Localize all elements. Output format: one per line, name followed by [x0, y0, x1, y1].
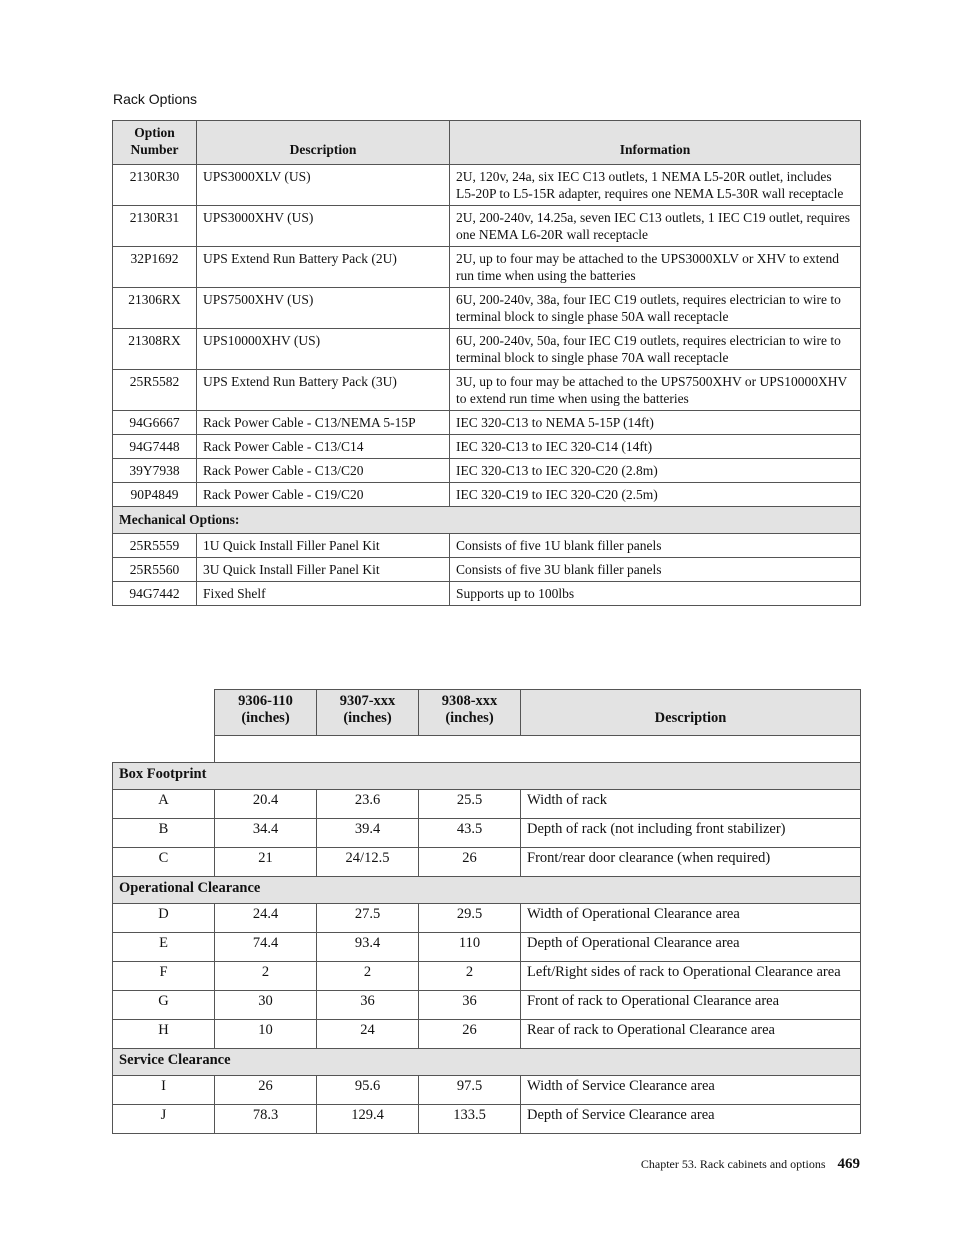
value-9307-cell: 36: [317, 991, 419, 1020]
table-row: [113, 1076, 861, 1105]
value-9306-cell: 74.4: [215, 933, 317, 962]
header-information: Information: [450, 121, 861, 165]
value-9306-cell: 21: [215, 848, 317, 877]
description-cell: Width of Operational Clearance area: [521, 904, 861, 933]
section-row: [113, 877, 861, 904]
table-row: [113, 370, 861, 411]
value-9308-cell: 2: [419, 962, 521, 991]
value-9307-cell: 95.6: [317, 1076, 419, 1105]
information-cell: IEC 320-C13 to IEC 320-C14 (14ft): [450, 435, 861, 459]
option-number-cell: 25R5582: [113, 370, 197, 411]
value-9306-cell: 20.4: [215, 790, 317, 819]
option-number-cell: 2130R30: [113, 165, 197, 206]
value-9307-cell: 23.6: [317, 790, 419, 819]
value-9307-cell: 93.4: [317, 933, 419, 962]
description-cell: Depth of Operational Clearance area: [521, 933, 861, 962]
header-option-number: Option Number: [113, 121, 197, 165]
table-row: [113, 165, 861, 206]
table-row: [113, 962, 861, 991]
information-cell: 3U, up to four may be attached to the UPS7500XHV or UPS10000XHV to extend run time when using the batteries: [450, 370, 861, 411]
dimension-letter-cell: B: [113, 819, 215, 848]
section-title: Rack Options: [113, 91, 198, 107]
description-cell: Left/Right sides of rack to Operational Clearance area: [521, 962, 861, 991]
information-cell: Supports up to 100lbs: [450, 582, 861, 606]
option-number-cell: 25R5560: [113, 558, 197, 582]
description-cell: UPS3000XLV (US): [197, 165, 450, 206]
table-row: [113, 534, 861, 558]
description-cell: 1U Quick Install Filler Panel Kit: [197, 534, 450, 558]
dimension-letter-cell: E: [113, 933, 215, 962]
table-row: [113, 288, 861, 329]
table-row: [113, 483, 861, 507]
value-9306-cell: 24.4: [215, 904, 317, 933]
section-row: [113, 1049, 861, 1076]
value-9307-cell: 39.4: [317, 819, 419, 848]
option-number-cell: 90P4849: [113, 483, 197, 507]
dimension-letter-cell: D: [113, 904, 215, 933]
description-cell: Rack Power Cable - C13/C20: [197, 459, 450, 483]
page-number: 469: [837, 1156, 860, 1172]
value-9307-cell: 24: [317, 1020, 419, 1049]
description-cell: Front of rack to Operational Clearance area: [521, 991, 861, 1020]
option-number-cell: 2130R31: [113, 206, 197, 247]
information-cell: 2U, 120v, 24a, six IEC C13 outlets, 1 NEMA L5-20R outlet, includes L5-20P to L5-15R adapter, requires one NEMA L5-30R wall receptacle: [450, 165, 861, 206]
section-row: [113, 507, 861, 534]
value-9307-cell: 24/12.5: [317, 848, 419, 877]
header-spacer-row: [215, 736, 861, 763]
option-number-cell: 94G7442: [113, 582, 197, 606]
information-cell: IEC 320-C19 to IEC 320-C20 (2.5m): [450, 483, 861, 507]
value-9308-cell: 36: [419, 991, 521, 1020]
table-row: [113, 933, 861, 962]
value-9308-cell: 26: [419, 848, 521, 877]
table-row: [113, 991, 861, 1020]
value-9308-cell: 97.5: [419, 1076, 521, 1105]
description-cell: Width of rack: [521, 790, 861, 819]
header-9306-110: 9306-110 (inches): [215, 690, 317, 736]
information-cell: Consists of five 1U blank filler panels: [450, 534, 861, 558]
description-cell: Rack Power Cable - C13/C14: [197, 435, 450, 459]
description-cell: UPS10000XHV (US): [197, 329, 450, 370]
table-row: [113, 435, 861, 459]
table-row: [113, 848, 861, 877]
dimension-letter-cell: J: [113, 1105, 215, 1134]
value-9306-cell: 26: [215, 1076, 317, 1105]
information-cell: 6U, 200-240v, 50a, four IEC C19 outlets, requires electrician to wire to terminal block to single phase 70A wall receptacle: [450, 329, 861, 370]
value-9306-cell: 2: [215, 962, 317, 991]
information-cell: 2U, up to four may be attached to the UPS3000XLV or XHV to extend run time when using the batteries: [450, 247, 861, 288]
rack-options-table: [112, 120, 861, 606]
information-cell: IEC 320-C13 to NEMA 5-15P (14ft): [450, 411, 861, 435]
header-blank-corner: [113, 690, 215, 736]
description-cell: UPS7500XHV (US): [197, 288, 450, 329]
value-9308-cell: 29.5: [419, 904, 521, 933]
description-cell: Fixed Shelf: [197, 582, 450, 606]
table-row: [113, 558, 861, 582]
description-cell: 3U Quick Install Filler Panel Kit: [197, 558, 450, 582]
table-row: [113, 582, 861, 606]
description-cell: Rear of rack to Operational Clearance area: [521, 1020, 861, 1049]
description-cell: Rack Power Cable - C19/C20: [197, 483, 450, 507]
page-footer: [641, 1156, 860, 1173]
dimension-letter-cell: G: [113, 991, 215, 1020]
table-row: [113, 904, 861, 933]
value-9308-cell: 26: [419, 1020, 521, 1049]
value-9308-cell: 110: [419, 933, 521, 962]
dimension-letter-cell: I: [113, 1076, 215, 1105]
chapter-title: Chapter 53. Rack cabinets and options: [640, 1157, 826, 1171]
dimension-letter-cell: A: [113, 790, 215, 819]
section-label: Operational Clearance: [113, 877, 861, 904]
description-cell: Front/rear door clearance (when required): [521, 848, 861, 877]
description-cell: Depth of rack (not including front stabilizer): [521, 819, 861, 848]
value-9308-cell: 25.5: [419, 790, 521, 819]
description-cell: Rack Power Cable - C13/NEMA 5-15P: [197, 411, 450, 435]
value-9307-cell: 27.5: [317, 904, 419, 933]
section-row: [113, 763, 861, 790]
rack-options-body: [113, 165, 861, 606]
table-row: [113, 790, 861, 819]
value-9306-cell: 34.4: [215, 819, 317, 848]
option-number-cell: 94G6667: [113, 411, 197, 435]
table-row: [113, 411, 861, 435]
dimension-letter-cell: F: [113, 962, 215, 991]
option-number-cell: 39Y7938: [113, 459, 197, 483]
option-number-cell: 94G7448: [113, 435, 197, 459]
value-9307-cell: 2: [317, 962, 419, 991]
header-description: Description: [197, 121, 450, 165]
information-cell: 2U, 200-240v, 14.25a, seven IEC C13 outlets, 1 IEC C19 outlet, requires one NEMA L6-20R wall receptacle: [450, 206, 861, 247]
value-9306-cell: 30: [215, 991, 317, 1020]
description-cell: Width of Service Clearance area: [521, 1076, 861, 1105]
option-number-cell: 25R5559: [113, 534, 197, 558]
rack-dimensions-table: [112, 689, 861, 1134]
table-row: [113, 459, 861, 483]
rack-dimensions-body: [113, 763, 861, 1134]
option-number-cell: 21308RX: [113, 329, 197, 370]
table-row: [113, 247, 861, 288]
table-row: [113, 819, 861, 848]
value-9308-cell: 133.5: [419, 1105, 521, 1134]
table-row: [113, 206, 861, 247]
table-row: [113, 1020, 861, 1049]
section-label-mechanical: Mechanical Options:: [113, 507, 861, 534]
information-cell: 6U, 200-240v, 38a, four IEC C19 outlets, requires electrician to wire to terminal block to single phase 50A wall receptacle: [450, 288, 861, 329]
value-9306-cell: 78.3: [215, 1105, 317, 1134]
dimension-letter-cell: H: [113, 1020, 215, 1049]
option-number-cell: 21306RX: [113, 288, 197, 329]
value-9306-cell: 10: [215, 1020, 317, 1049]
information-cell: Consists of five 3U blank filler panels: [450, 558, 861, 582]
option-number-cell: 32P1692: [113, 247, 197, 288]
description-cell: UPS Extend Run Battery Pack (3U): [197, 370, 450, 411]
table-row: [113, 1105, 861, 1134]
dimension-letter-cell: C: [113, 848, 215, 877]
value-9307-cell: 129.4: [317, 1105, 419, 1134]
header-9307-xxx: 9307-xxx (inches): [317, 690, 419, 736]
section-label: Service Clearance: [113, 1049, 861, 1076]
header-description: Description: [521, 690, 861, 736]
information-cell: IEC 320-C13 to IEC 320-C20 (2.8m): [450, 459, 861, 483]
description-cell: UPS Extend Run Battery Pack (2U): [197, 247, 450, 288]
value-9308-cell: 43.5: [419, 819, 521, 848]
description-cell: UPS3000XHV (US): [197, 206, 450, 247]
description-cell: Depth of Service Clearance area: [521, 1105, 861, 1134]
table-row: [113, 329, 861, 370]
header-9308-xxx: 9308-xxx (inches): [419, 690, 521, 736]
section-label: Box Footprint: [113, 763, 861, 790]
spacer-blank-corner: [113, 736, 215, 763]
